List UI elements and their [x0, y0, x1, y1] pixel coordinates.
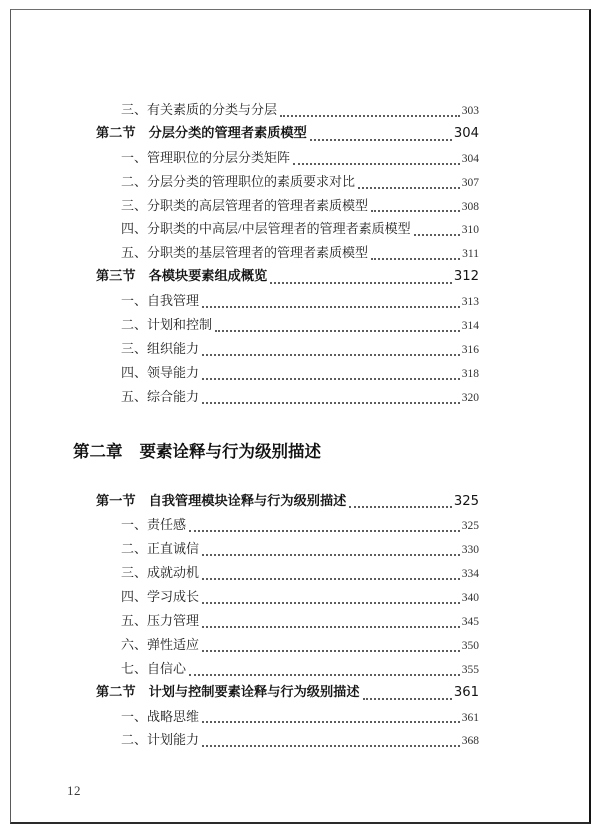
toc-leader-dots	[202, 402, 460, 404]
toc-item-row	[73, 241, 479, 265]
toc-entry-page-number: 316	[461, 343, 479, 356]
toc-leader-dots	[202, 650, 460, 652]
toc-item-row	[73, 289, 479, 313]
toc-entry-page-number: 320	[461, 391, 479, 404]
toc-entry-prefix: 第二节	[96, 125, 136, 141]
toc-entry-prefix: 第二章	[73, 441, 123, 461]
toc-entry-title: 一、管理职位的分层分类矩阵	[121, 149, 291, 165]
toc-item-row	[73, 513, 479, 537]
toc-item-row	[73, 98, 479, 122]
toc-entry-title: 四、学习成长	[121, 589, 200, 605]
toc-item-row	[73, 170, 479, 194]
table-of-contents	[73, 98, 479, 752]
toc-section-row	[73, 122, 479, 146]
toc-entry-title: 二、计划能力	[121, 732, 200, 748]
toc-leader-dots	[358, 187, 460, 189]
toc-entry-page-number: 312	[453, 269, 479, 285]
toc-entry-title: 四、领导能力	[121, 364, 200, 380]
toc-entry-title: 各模块要素组成概览	[148, 269, 268, 285]
toc-entry-page-number: 325	[461, 520, 479, 533]
toc-entry-title: 一、自我管理	[121, 293, 200, 309]
toc-leader-dots	[202, 578, 460, 580]
toc-leader-dots	[414, 234, 460, 236]
toc-entry-page-number: 304	[453, 125, 479, 141]
toc-entry-title: 一、责任感	[121, 517, 187, 533]
toc-entry-page-number: 340	[461, 592, 479, 605]
toc-leader-dots	[371, 258, 460, 260]
toc-entry-page-number: 311	[462, 248, 479, 261]
toc-entry-prefix: 第二节	[96, 684, 136, 700]
folio-page-number: 12	[67, 783, 81, 798]
toc-entry-title: 三、有关素质的分类与分层	[121, 102, 278, 117]
toc-leader-dots	[202, 745, 460, 747]
toc-entry-title: 五、综合能力	[121, 388, 200, 404]
toc-item-row	[73, 194, 479, 218]
toc-chapter-row	[73, 438, 479, 466]
toc-entry-title: 三、组织能力	[121, 340, 200, 356]
toc-leader-dots	[215, 330, 460, 332]
toc-entry-title: 三、分职类的高层管理者的管理者素质模型	[121, 197, 369, 213]
toc-leader-dots	[371, 210, 460, 212]
toc-leader-dots	[310, 139, 452, 141]
toc-entry-page-number: 310	[461, 224, 479, 237]
toc-section-row	[73, 265, 479, 289]
toc-entry-page-number: 368	[461, 735, 479, 748]
toc-section-row	[73, 681, 479, 705]
toc-entry-page-number: 304	[461, 152, 479, 165]
toc-entry-title: 计划与控制要素诠释与行为级别描述	[148, 684, 360, 700]
toc-item-row	[73, 361, 479, 385]
toc-item-row	[73, 585, 479, 609]
toc-item-row	[73, 633, 479, 657]
toc-item-row	[73, 561, 479, 585]
toc-leader-dots	[202, 354, 460, 356]
toc-leader-dots	[202, 721, 460, 723]
toc-entry-page-number: 350	[461, 639, 479, 652]
toc-entry-page-number: 308	[461, 200, 479, 213]
toc-entry-page-number: 303	[461, 105, 479, 117]
toc-entry-title: 三、成就动机	[121, 565, 200, 581]
toc-leader-dots	[349, 506, 451, 508]
toc-entry-page-number: 330	[461, 544, 479, 557]
toc-entry-page-number: 318	[461, 367, 479, 380]
toc-entry-title: 分层分类的管理者素质模型	[148, 125, 307, 141]
toc-entry-page-number: 345	[461, 616, 479, 629]
toc-entry-page-number: 307	[461, 176, 479, 189]
toc-item-row	[73, 146, 479, 170]
toc-entry-page-number: 325	[453, 493, 479, 509]
toc-leader-dots	[189, 674, 460, 676]
toc-entry-page-number: 314	[461, 320, 479, 333]
toc-leader-dots	[202, 378, 460, 380]
toc-entry-title: 五、压力管理	[121, 613, 200, 629]
toc-leader-dots	[280, 115, 460, 117]
toc-entry-page-number: 355	[461, 663, 479, 676]
toc-leader-dots	[363, 698, 452, 700]
toc-entry-page-number: 313	[461, 296, 479, 309]
toc-item-row	[73, 537, 479, 561]
toc-item-row	[73, 337, 479, 361]
toc-entry-title: 四、分职类的中高层/中层管理者的管理者素质模型	[121, 221, 411, 237]
toc-entry-prefix: 第三节	[96, 269, 136, 285]
toc-leader-dots	[189, 530, 460, 532]
toc-entry-title: 二、计划和控制	[121, 317, 213, 333]
toc-entry-title: 七、自信心	[121, 660, 187, 676]
toc-leader-dots	[202, 602, 460, 604]
toc-leader-dots	[202, 554, 460, 556]
toc-entry-title: 五、分职类的基层管理者的管理者素质模型	[121, 245, 369, 261]
page-border-frame	[10, 9, 591, 824]
toc-leader-dots	[202, 306, 460, 308]
toc-entry-prefix: 第一节	[96, 493, 136, 509]
toc-entry-page-number: 361	[461, 711, 479, 724]
toc-leader-dots	[293, 163, 460, 165]
toc-entry-page-number: 361	[453, 684, 479, 700]
toc-entry-title: 一、战略思维	[121, 708, 200, 724]
toc-leader-dots	[202, 626, 460, 628]
toc-entry-title: 二、分层分类的管理职位的素质要求对比	[121, 173, 356, 189]
toc-entry-page-number: 334	[461, 568, 479, 581]
toc-entry-title: 要素诠释与行为级别描述	[139, 441, 321, 461]
toc-item-row	[73, 313, 479, 337]
toc-entry-title: 六、弹性适应	[121, 636, 200, 652]
toc-leader-dots	[270, 282, 452, 284]
toc-entry-title: 自我管理模块诠释与行为级别描述	[148, 493, 347, 509]
toc-item-row	[73, 705, 479, 729]
toc-item-row	[73, 609, 479, 633]
toc-item-row	[73, 385, 479, 409]
toc-item-row	[73, 728, 479, 752]
toc-item-row	[73, 217, 479, 241]
toc-item-row	[73, 657, 479, 681]
toc-entry-title: 二、正直诚信	[121, 541, 200, 557]
toc-section-row	[73, 490, 479, 514]
